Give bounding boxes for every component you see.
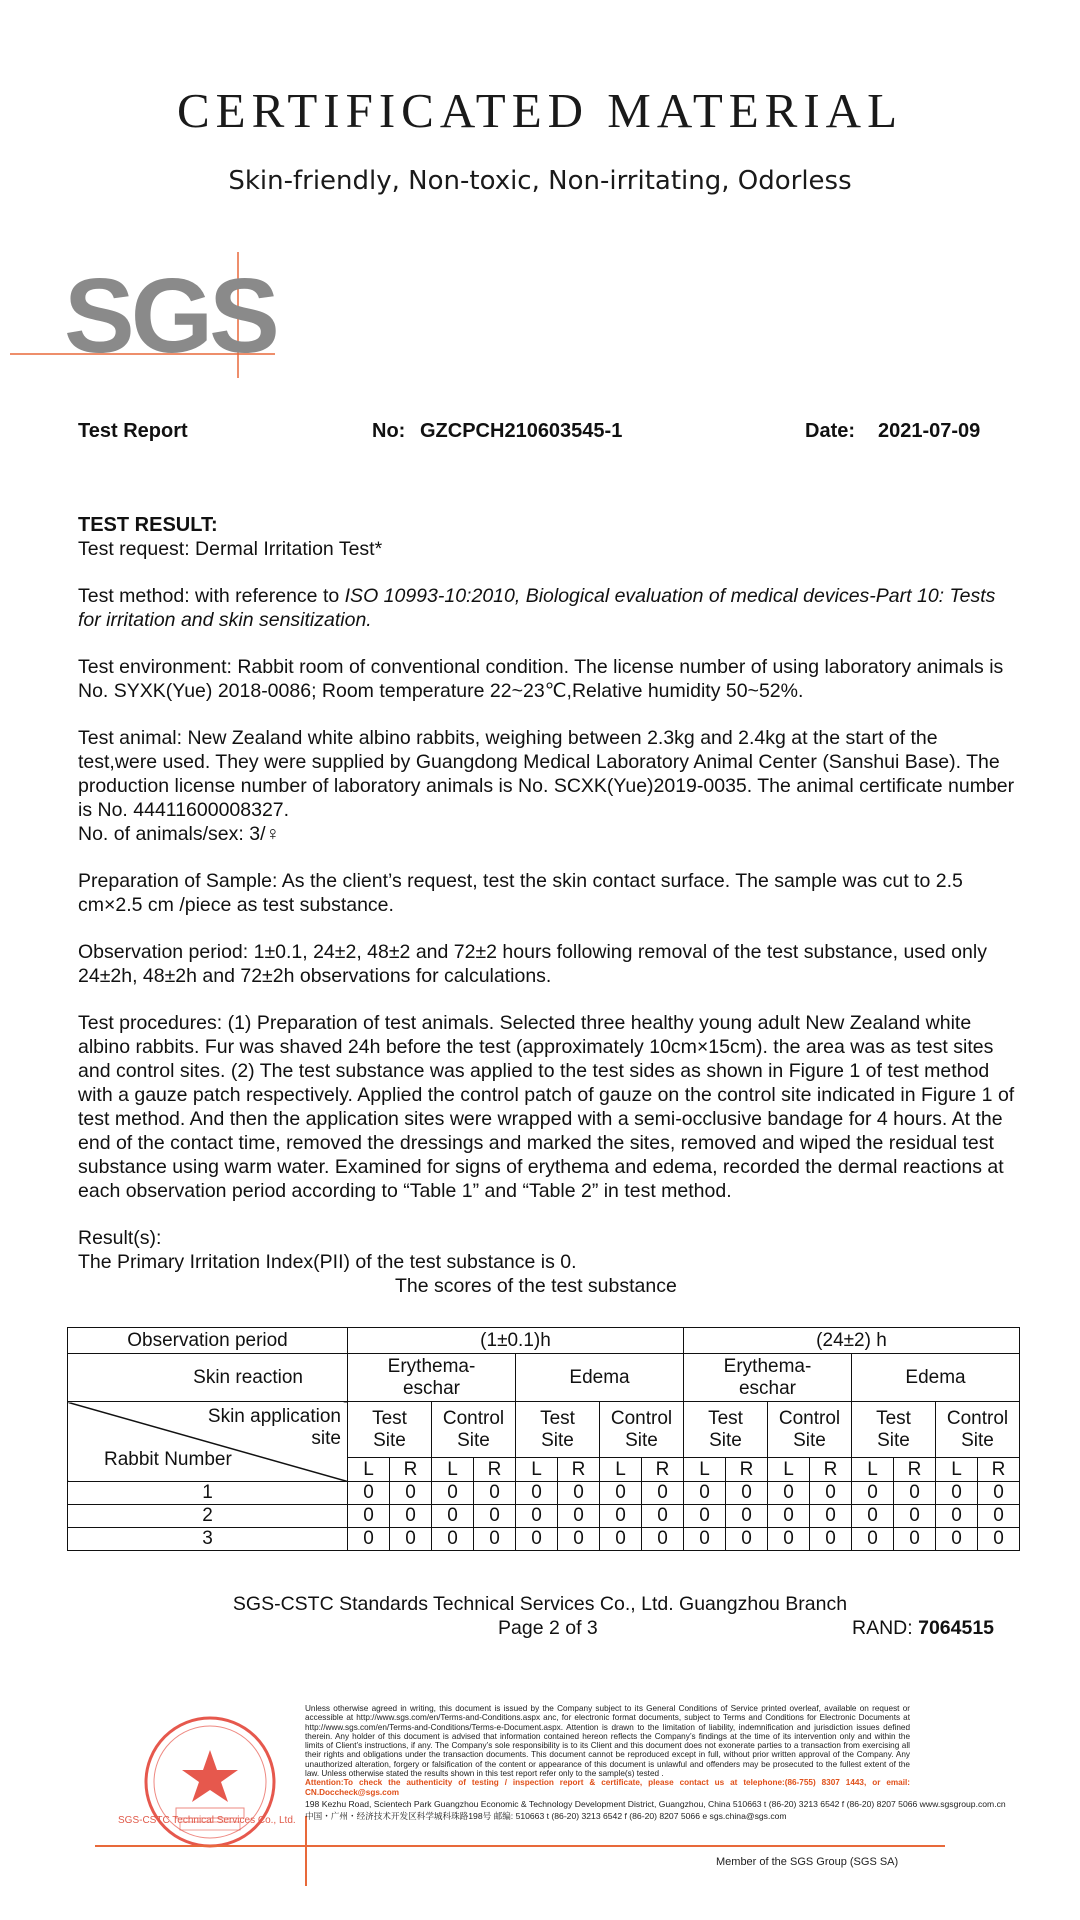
- reaction-header: Edema: [852, 1354, 1020, 1402]
- table-row: [68, 1354, 1020, 1402]
- authenticity-attention: Attention:To check the authenticity of testing / inspection report & certificate, please contact us at telephone:(86-755) 8307 1443, or email: CN.Doccheck@sgs.com: [305, 1778, 910, 1797]
- score-cell: 0: [642, 1528, 684, 1551]
- footer-company: SGS-CSTC Standards Technical Services Co., Ltd. Guangzhou Branch: [232, 1593, 848, 1615]
- reaction-header: Erythema-eschar: [684, 1354, 852, 1402]
- rand-label: RAND:: [852, 1617, 913, 1639]
- side-header: R: [474, 1458, 516, 1482]
- rabbit-number-cell: 2: [68, 1505, 348, 1528]
- score-cell: 0: [474, 1528, 516, 1551]
- test-request: Test request: Dermal Irritation Test*: [78, 538, 383, 560]
- test-environment: Test environment: Rabbit room of conventional condition. The license number of using laboratory animals is No. SYXK(Yue) 2018-0086; Room temperature 22~23℃,Relative humidity 50~52%.: [78, 656, 1004, 702]
- score-cell: 0: [390, 1528, 432, 1551]
- site-header: Test Site: [852, 1402, 936, 1458]
- score-cell: 0: [768, 1482, 810, 1505]
- test-method-prefix: Test method: with reference to: [78, 585, 345, 607]
- side-header: R: [894, 1458, 936, 1482]
- score-cell: 0: [348, 1482, 390, 1505]
- table-row: [68, 1328, 1020, 1354]
- test-result-body: [78, 513, 1018, 1298]
- score-cell: 0: [516, 1528, 558, 1551]
- score-cell: 0: [348, 1528, 390, 1551]
- rand-value: 7064515: [918, 1617, 995, 1639]
- side-header: L: [348, 1458, 390, 1482]
- site-header: Test Site: [348, 1402, 432, 1458]
- score-cell: 0: [852, 1528, 894, 1551]
- score-cell: 0: [684, 1505, 726, 1528]
- scores-table: [67, 1327, 1020, 1551]
- score-cell: 0: [684, 1528, 726, 1551]
- footer-divider-vertical: [305, 1816, 307, 1886]
- page-number: Page 2 of 3: [498, 1617, 598, 1639]
- side-header: L: [684, 1458, 726, 1482]
- rabbit-number-cell: 1: [68, 1482, 348, 1505]
- test-animal: Test animal: New Zealand white albino rabbits, weighing between 2.3kg and 2.4kg at the start of the test,were used. They were supplied by Guangdong Medical Laboratory Animal Center (Sanshui Base). The production license number of laboratory animals is No. SCXK(Yue)2019-0035. The animal certificate number is No. 44411600008327.: [78, 727, 1015, 821]
- sgs-member-note: Member of the SGS Group (SGS SA): [716, 1856, 899, 1868]
- score-cell: 0: [810, 1505, 852, 1528]
- site-header: Control Site: [600, 1402, 684, 1458]
- report-number-label: No:: [372, 420, 406, 442]
- period-header: (1±0.1)h: [348, 1328, 684, 1354]
- score-cell: 0: [516, 1505, 558, 1528]
- score-cell: 0: [978, 1528, 1020, 1551]
- test-result-heading: TEST RESULT:: [78, 514, 218, 536]
- site-header: Test Site: [684, 1402, 768, 1458]
- score-cell: 0: [936, 1505, 978, 1528]
- site-header: Control Site: [432, 1402, 516, 1458]
- skin-reaction-header: Skin reaction: [68, 1354, 348, 1402]
- score-cell: 0: [978, 1482, 1020, 1505]
- header-diagonal-cell: [68, 1402, 348, 1482]
- rand-code: [852, 1617, 994, 1640]
- score-cell: 0: [642, 1482, 684, 1505]
- side-header: R: [390, 1458, 432, 1482]
- observation-period: Observation period: 1±0.1, 24±2, 48±2 and 72±2 hours following removal of the test substance, used only 24±2h, 48±2h and 72±2h observations for calculations.: [78, 941, 987, 987]
- table-row: [68, 1505, 1020, 1528]
- reaction-header: Erythema-eschar: [348, 1354, 516, 1402]
- results-label: Result(s):: [78, 1227, 162, 1249]
- test-method-reference: ISO 10993-10:2010, Biological evaluation of medical devices-Part 10: Tests for irritation and skin sensitization.: [78, 585, 996, 631]
- score-cell: 0: [474, 1505, 516, 1528]
- score-cell: 0: [936, 1528, 978, 1551]
- score-cell: 0: [852, 1482, 894, 1505]
- seal-company-text: SGS-CSTC Technical Services Co., Ltd.: [118, 1815, 296, 1826]
- score-cell: 0: [600, 1482, 642, 1505]
- sample-preparation: Preparation of Sample: As the client’s request, test the skin contact surface. The sample was cut to 2.5 cm×2.5 cm /piece as test substance.: [78, 870, 963, 916]
- test-animal-sex: No. of animals/sex: 3/♀: [78, 823, 281, 845]
- period-header: (24±2) h: [684, 1328, 1020, 1354]
- sgs-logo-text: SGS: [64, 257, 276, 375]
- test-procedures: Test procedures: (1) Preparation of test animals. Selected three healthy young adult New Zealand white albino rabbits. Fur was shaved 24h before the test (approximately 10cm×15cm). the area was as test sites and control sites. (2) The test substance was applied to the test sides as shown in Figure 1 of test method with a gauze patch respectively. Applied the control patch of gauze on the control site indicated in Figure 1 of test method. And then the application sites were wrapped with a semi-occlusive bandage for 4 hours. At the end of the contact time, removed the dressings and marked the sites, removed and wiped the residual test substance using warm water. Examined for signs of erythema and edema, recorded the dermal reactions at each observation period according to “Table 1” and “Table 2” in test method.: [78, 1012, 1015, 1202]
- score-cell: 0: [768, 1505, 810, 1528]
- address-english: 198 Kezhu Road, Scientech Park Guangzhou Economic & Technology Development District, Guangzhou, China 510663 t (86-20) 3213 6542 f (86-20) 8207 5066 www.sgsgroup.com.cn: [305, 1798, 1006, 1809]
- score-cell: 0: [600, 1528, 642, 1551]
- score-cell: 0: [600, 1505, 642, 1528]
- seal-graphic: [140, 1712, 280, 1852]
- site-header: Test Site: [516, 1402, 600, 1458]
- score-cell: 0: [558, 1482, 600, 1505]
- legal-text: Unless otherwise agreed in writing, this document is issued by the Company subject to its General Conditions of Service printed overleaf, available on request or accessible at http://www.sgs.com/en/Terms-and-Conditions.aspx anc, for electronic format documents, subject to Terms and Conditions for Electronic Documents at http://www.sgs.com/en/Terms-and-Conditions/Terms-e-Document.aspx. Attention is drawn to the limitation of liability, indemnification and jurisdiction issues defined therein. Any holder of this document is advised that information contained hereon reflects the Company’s findings at the time of its intervention only and within the limits of Client’s instructions, if any. The Company’s sole responsibility is to its Client and this document does not exonerate parties to a transaction from exercising all their rights and obligations under the transaction documents. This document cannot be reproduced except in full, without prior written approval of the Company. Any unauthorized alteration, forgery or falsification of the content or appearance of this document is unlawful and offenders may be prosecuted to the fullest extent of the law. Unless otherwise stated the results shown in this test report refer only to the sample(s) tested .: [305, 1704, 910, 1779]
- document-subheadline: Skin-friendly, Non-toxic, Non-irritating, Odorless: [228, 166, 852, 196]
- site-header: Control Site: [768, 1402, 852, 1458]
- score-cell: 0: [726, 1482, 768, 1505]
- score-cell: 0: [516, 1482, 558, 1505]
- score-cell: 0: [852, 1505, 894, 1528]
- score-cell: 0: [684, 1482, 726, 1505]
- table-row: [68, 1402, 1020, 1458]
- score-cell: 0: [894, 1528, 936, 1551]
- side-header: R: [642, 1458, 684, 1482]
- score-cell: 0: [894, 1482, 936, 1505]
- document-headline: CERTIFICATED MATERIAL: [176, 83, 903, 138]
- score-cell: 0: [558, 1505, 600, 1528]
- address-chinese: 中国・广州・经济技术开发区科学城科珠路198号 邮编: 510663 t (86-20) 3213 6542 f (86-20) 8207 5066 e sgs.china@sgs.com: [305, 1811, 787, 1822]
- score-cell: 0: [390, 1482, 432, 1505]
- report-date: 2021-07-09: [878, 420, 981, 442]
- score-cell: 0: [348, 1505, 390, 1528]
- sgs-logo: [10, 250, 280, 380]
- score-cell: 0: [432, 1505, 474, 1528]
- footer-divider-horizontal: [95, 1845, 945, 1847]
- sgs-logo-graphic: [10, 250, 280, 380]
- rabbit-number-header: Rabbit Number: [104, 1449, 232, 1470]
- score-cell: 0: [978, 1505, 1020, 1528]
- report-number: GZCPCH210603545-1: [420, 420, 623, 442]
- company-seal-stamp: [140, 1712, 280, 1852]
- side-header: R: [726, 1458, 768, 1482]
- side-header: R: [810, 1458, 852, 1482]
- score-cell: 0: [558, 1528, 600, 1551]
- rabbit-number-cell: 3: [68, 1528, 348, 1551]
- side-header: L: [936, 1458, 978, 1482]
- score-cell: 0: [894, 1505, 936, 1528]
- table-row: [68, 1528, 1020, 1551]
- score-cell: 0: [726, 1528, 768, 1551]
- side-header: R: [558, 1458, 600, 1482]
- score-cell: 0: [474, 1482, 516, 1505]
- side-header: L: [768, 1458, 810, 1482]
- side-header: L: [852, 1458, 894, 1482]
- report-label: Test Report: [78, 420, 188, 442]
- results-text: The Primary Irritation Index(PII) of the test substance is 0.: [78, 1251, 577, 1273]
- report-date-label: Date:: [805, 420, 856, 442]
- score-cell: 0: [726, 1505, 768, 1528]
- score-cell: 0: [768, 1528, 810, 1551]
- application-site-header: Skin application site: [207, 1406, 341, 1449]
- table-row: [68, 1482, 1020, 1505]
- score-cell: 0: [936, 1482, 978, 1505]
- score-cell: 0: [642, 1505, 684, 1528]
- score-cell: 0: [390, 1505, 432, 1528]
- score-cell: 0: [810, 1528, 852, 1551]
- legal-disclaimer: [305, 1704, 1006, 1822]
- side-header: L: [432, 1458, 474, 1482]
- score-cell: 0: [432, 1482, 474, 1505]
- reaction-header: Edema: [516, 1354, 684, 1402]
- table-caption: The scores of the test substance: [395, 1275, 677, 1297]
- side-header: L: [516, 1458, 558, 1482]
- score-cell: 0: [432, 1528, 474, 1551]
- site-header: Control Site: [936, 1402, 1020, 1458]
- side-header: L: [600, 1458, 642, 1482]
- test-method: [78, 584, 1018, 632]
- observation-period-header: Observation period: [68, 1328, 348, 1354]
- score-cell: 0: [810, 1482, 852, 1505]
- star-icon: [182, 1750, 238, 1802]
- side-header: R: [978, 1458, 1020, 1482]
